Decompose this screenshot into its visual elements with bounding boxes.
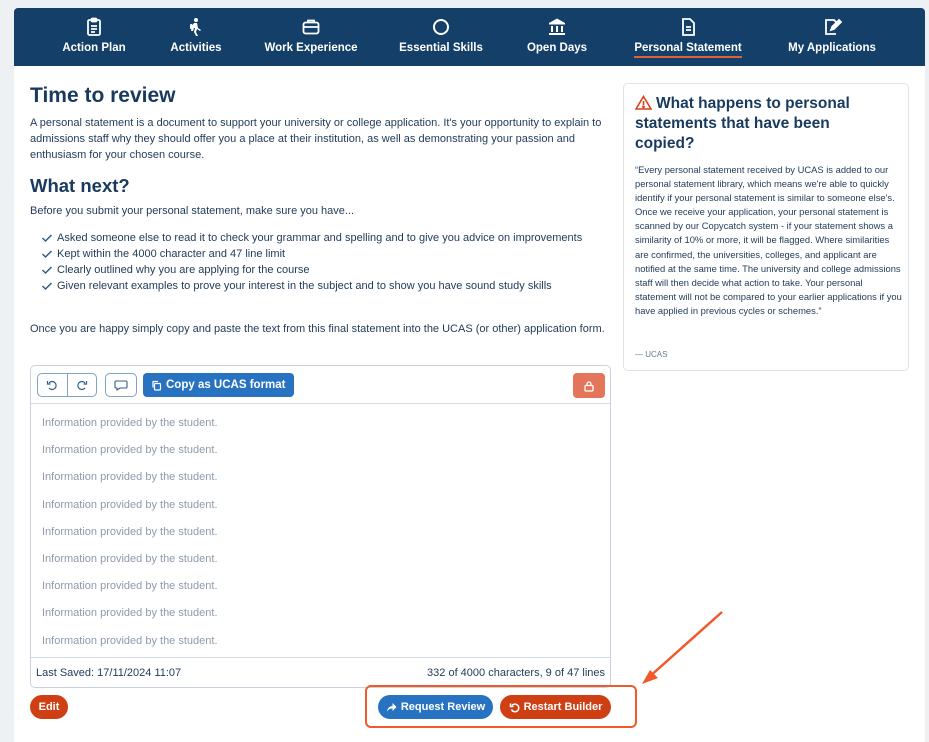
nav-item-open-days[interactable]: [514, 8, 600, 66]
nav-label: Open Days: [526, 42, 588, 54]
statement-line: Information provided by the student.: [42, 552, 218, 565]
annotation-arrow-icon: [634, 608, 744, 688]
clipboard-list-icon: [84, 17, 104, 37]
checklist: [41, 230, 616, 294]
statement-line: Information provided by the student.: [42, 417, 218, 429]
undo-redo-group: [37, 373, 97, 397]
ucas-quote: “Every personal statement received by UCAS is added to our personal statement library, which means we're able to quickly identify if your personal statement is similar to someone else's. Once we receive your application, your personal statement is scanned by our Copycatch system - if your statement shows a similarity of 10% or more, it will be flagged. Where similarities are confirmed, the universities, colleges, and applicant are notified at the same time. The university and college admissions staff will then decide what action to take. Your personal statement will not be compared to your earlier applications if you have applied in previous cycles or schemes.”: [635, 164, 902, 316]
copy-icon: [151, 380, 162, 391]
copycatch-heading-text: What happens to personal statements that have been copied?: [635, 95, 850, 152]
top-navigation: [14, 8, 925, 66]
copycatch-info-panel: [623, 83, 909, 371]
checklist-item: [41, 230, 616, 246]
lock-icon: [583, 380, 595, 392]
circle-progress-icon: [431, 17, 451, 37]
copy-ucas-format-button[interactable]: [143, 373, 294, 397]
last-saved-text: Last Saved: 17/11/2024 11:07: [36, 667, 182, 679]
check-icon: [41, 230, 53, 246]
character-count: 332 of 4000 characters, 9 of 47 lines: [427, 667, 605, 679]
document-icon: [678, 17, 698, 37]
statement-line: Information provided by the student.: [42, 580, 218, 593]
nav-label: My Applications: [788, 42, 876, 54]
restart-builder-button[interactable]: [500, 695, 611, 719]
nav-item-personal-statement[interactable]: [620, 8, 756, 66]
checklist-item: [41, 278, 616, 294]
statement-line: Information provided by the student.: [42, 634, 218, 647]
redo-icon: [76, 379, 88, 391]
nav-label: Personal Statement: [634, 42, 741, 58]
comment-icon: [114, 379, 128, 391]
edit-button[interactable]: [30, 695, 68, 719]
nav-label: Essential Skills: [399, 42, 483, 54]
checklist-item-text: Asked someone else to read it to check your grammar and spelling and to give you advice on improvements: [57, 232, 583, 244]
comment-button[interactable]: [105, 373, 137, 397]
request-review-button[interactable]: [378, 695, 493, 719]
nav-item-work-experience[interactable]: [254, 8, 368, 66]
statement-editor: [30, 365, 611, 688]
nav-label: Action Plan: [62, 42, 126, 54]
checklist-item-text: Kept within the 4000 character and 47 line limit: [57, 248, 286, 260]
edit-document-icon: [822, 17, 842, 37]
restart-builder-label: Restart Builder: [523, 701, 603, 713]
checklist-item-text: Given relevant examples to prove your interest in the subject and to show you have sound study skills: [57, 280, 552, 292]
nav-item-activities[interactable]: [158, 8, 234, 66]
check-icon: [41, 278, 53, 294]
app-frame: [14, 8, 925, 742]
statement-text-area[interactable]: [42, 417, 218, 662]
statement-line: Information provided by the student.: [42, 525, 218, 538]
request-review-label: Request Review: [400, 701, 486, 713]
hiking-person-icon: [186, 17, 206, 37]
statement-line: Information provided by the student.: [42, 498, 218, 511]
nav-item-essential-skills[interactable]: [388, 8, 494, 66]
what-next-heading: What next?: [30, 175, 130, 196]
undo-icon: [46, 379, 58, 391]
editor-status-bar: [31, 657, 610, 687]
redo-button[interactable]: [67, 374, 97, 396]
intro-paragraph: A personal statement is a document to support your university or college application. It's your opportunity to explain to admissions staff why they should offer you a place at their institution, as well as demonstrating your passion and enthusiasm for your chosen course.: [30, 117, 602, 161]
share-arrow-icon: [386, 702, 397, 713]
nav-item-my-applications[interactable]: [776, 8, 888, 66]
statement-line: Information provided by the student.: [42, 471, 218, 484]
university-icon: [547, 17, 567, 37]
warning-icon: [635, 95, 652, 110]
copy-ucas-format-label: Copy as UCAS format: [166, 379, 286, 391]
copycatch-heading: [635, 94, 885, 154]
check-icon: [41, 262, 53, 278]
lock-button[interactable]: [573, 373, 605, 398]
edit-button-label: Edit: [38, 701, 60, 713]
copy-instructions: Once you are happy simply copy and paste the text from this final statement into the UCAS (or other) application form.: [30, 323, 605, 335]
restart-icon: [509, 702, 520, 713]
checklist-item: [41, 246, 616, 262]
quote-citation: — UCAS: [635, 350, 668, 359]
check-icon: [41, 246, 53, 262]
nav-item-action-plan[interactable]: [50, 8, 138, 66]
checklist-item-text: Clearly outlined why you are applying for the course: [57, 264, 310, 276]
nav-label: Activities: [170, 42, 222, 54]
before-submit-text: Before you submit your personal statement, make sure you have...: [30, 205, 355, 217]
page-title: Time to review: [30, 84, 176, 107]
editor-toolbar: [31, 366, 610, 404]
statement-line: Information provided by the student.: [42, 607, 218, 620]
undo-button[interactable]: [38, 374, 67, 396]
briefcase-icon: [301, 17, 321, 37]
checklist-item: [41, 262, 616, 278]
statement-line: Information provided by the student.: [42, 444, 218, 457]
nav-label: Work Experience: [264, 42, 358, 54]
